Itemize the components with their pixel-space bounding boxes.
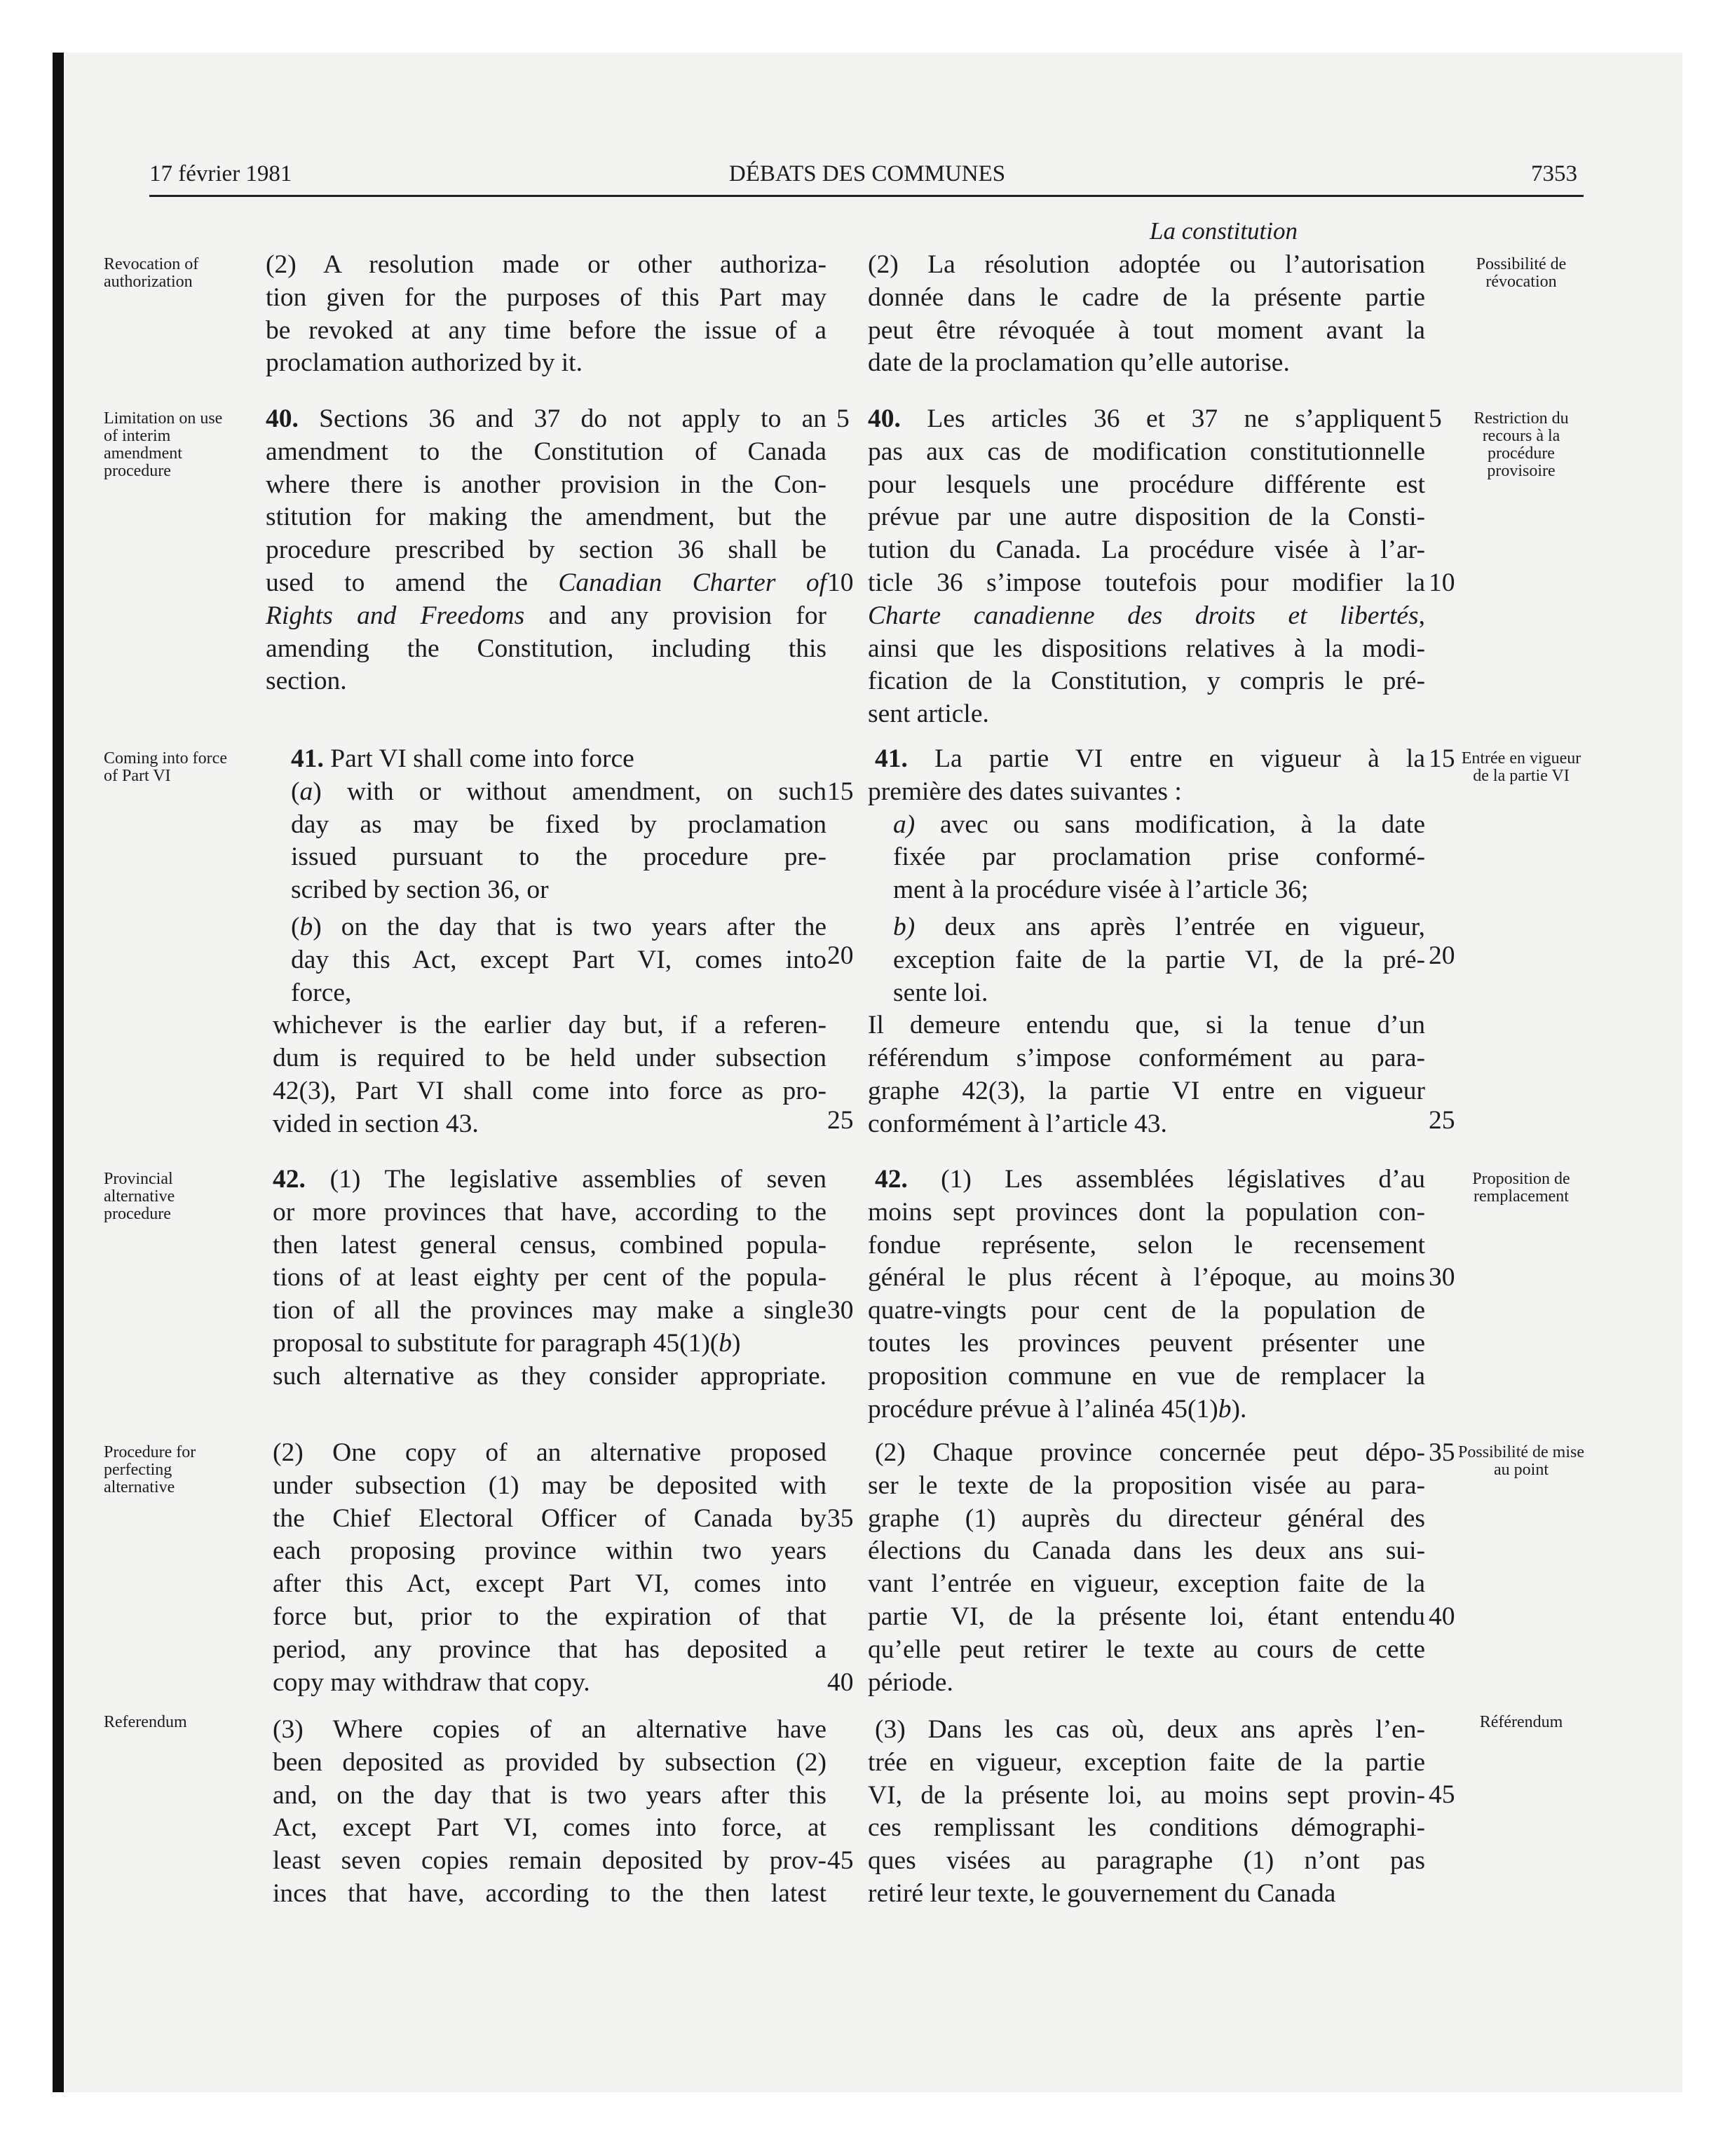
- text-line: the Chief Electoral Officer of Canada by: [273, 1503, 826, 1533]
- line-number: 10: [827, 568, 854, 597]
- line-number: 35: [1429, 1438, 1455, 1467]
- italic-title: Rights and Freedoms: [266, 601, 525, 630]
- text-line: quatre-vingts pour cent de la population de: [868, 1296, 1425, 1325]
- text-line: tion given for the purposes of this Part may: [266, 282, 826, 312]
- text-line: sente loi.: [893, 978, 988, 1007]
- text-span: and any provision for: [524, 601, 826, 630]
- text-line: (a) with or without amendment, on such: [291, 777, 826, 806]
- section-number: 40.: [868, 404, 901, 433]
- margin-note-left: Limitation on use of interim amendment procedure: [104, 409, 223, 480]
- french-section-42-3: [868, 1714, 1425, 1911]
- margin-note-right: Proposition de remplacement: [1472, 1170, 1570, 1206]
- text-line: proposition commune en vue de remplacer la: [868, 1361, 1425, 1391]
- section-number: 41.: [291, 744, 324, 773]
- french-subsection-39-2: [868, 249, 1425, 380]
- text-line: peut être révoquée à tout moment avant la: [868, 315, 1425, 345]
- text-line: tion of all the provinces may make a single: [273, 1296, 826, 1325]
- item-label: b): [893, 912, 916, 941]
- text-line: trée en vigueur, exception faite de la partie: [868, 1747, 1425, 1777]
- english-section-42-1: [266, 1164, 826, 1393]
- text-line: [868, 911, 1425, 944]
- text-line: copy may withdraw that copy.: [273, 1667, 590, 1697]
- page-title: DÉBATS DES COMMUNES: [728, 161, 1006, 186]
- text-line: whichever is the earlier day but, if a referen-: [273, 1011, 826, 1040]
- text-line: issued pursuant to the procedure pre-: [291, 842, 826, 872]
- line-number: 15: [827, 777, 854, 806]
- text-span: ) with or without amendment, on such: [313, 777, 826, 806]
- text-line: day as may be fixed by proclamation: [291, 810, 826, 839]
- line-number: 25: [1429, 1106, 1455, 1135]
- text-span: Sections 36 and 37 do not apply to an: [298, 404, 826, 433]
- text-line: ser le texte de la proposition visée au para-: [868, 1471, 1425, 1500]
- margin-note-left: Provincial alternative procedure: [104, 1170, 175, 1223]
- text-line: period, any province that has deposited a: [273, 1635, 826, 1664]
- text-line: fondue représente, selon le recensement: [868, 1230, 1425, 1260]
- text-line: exception faite de la partie VI, de la pré-: [893, 945, 1425, 974]
- text-line: stitution for making the amendment, but the: [266, 503, 826, 532]
- text-line: (2) La résolution adoptée ou l’autorisation: [868, 250, 1425, 279]
- item-label: b: [1218, 1394, 1232, 1424]
- text-line: then latest general census, combined popula-: [273, 1230, 826, 1260]
- english-subsection-39-2: [266, 249, 826, 380]
- text-line: least seven copies remain deposited by prov-: [273, 1846, 826, 1876]
- section-number: 40.: [266, 404, 299, 433]
- text-span: procédure prévue à l’alinéa 45(1): [868, 1394, 1218, 1424]
- section-number: 42.: [273, 1165, 306, 1194]
- text-line: ainsi que les dispositions relatives à la modi-: [868, 634, 1425, 663]
- text-line: tution du Canada. La procédure visée à l’ar-: [868, 535, 1425, 565]
- text-line: after this Act, except Part VI, comes into: [273, 1569, 826, 1599]
- text-line: élections du Canada dans les deux ans sui-: [868, 1536, 1425, 1566]
- margin-note-right: Restriction du recours à la procédure provisoire: [1474, 409, 1569, 480]
- line-number: 5: [836, 404, 850, 433]
- text-span: ).: [1231, 1394, 1247, 1424]
- text-line: [266, 743, 826, 776]
- text-line: such alternative as they consider appropriate.: [273, 1361, 826, 1391]
- english-section-41: [266, 743, 826, 1141]
- text-line: pour lesquels une procédure différente est: [868, 470, 1425, 499]
- text-line: conformément à l’article 43.: [868, 1109, 1167, 1138]
- text-line: inces that have, according to the then latest: [273, 1878, 826, 1908]
- text-line: ment à la procédure visée à l’article 36;: [893, 875, 1309, 905]
- text-line: [266, 403, 826, 436]
- text-line: [868, 743, 1425, 776]
- margin-note-right: Référendum: [1479, 1713, 1563, 1731]
- text-line: graphe (1) auprès du directeur général des: [868, 1503, 1425, 1533]
- text-line: donnée dans le cadre de la présente partie: [868, 282, 1425, 312]
- margin-note-right: Possibilité de mise au point: [1458, 1443, 1584, 1479]
- text-line: (2) One copy of an alternative proposed: [273, 1438, 826, 1467]
- text-line: VI, de la présente loi, au moins sept provin-: [868, 1780, 1425, 1810]
- line-number: 30: [827, 1296, 854, 1325]
- item-label: a: [299, 777, 313, 806]
- line-number: 10: [1429, 568, 1455, 597]
- text-line: moins sept provinces dont la population con-: [868, 1197, 1425, 1227]
- text-line: ques visées au paragraphe (1) n’ont pas: [868, 1846, 1425, 1876]
- line-number: 25: [827, 1106, 854, 1135]
- margin-note-right: Possibilité de révocation: [1476, 255, 1567, 291]
- item-label: a): [893, 810, 916, 839]
- line-number: 30: [1429, 1263, 1455, 1292]
- text-line: [868, 403, 1425, 436]
- item-label: b: [719, 1328, 733, 1358]
- text-span: Les articles 36 et 37 ne s’appliquent: [900, 404, 1425, 433]
- margin-note-left: Coming into force of Part VI: [104, 749, 227, 785]
- english-section-42-3: [266, 1714, 826, 1911]
- text-line: retiré leur texte, le gouvernement du Canada: [868, 1878, 1336, 1908]
- text-line: [868, 1164, 1425, 1196]
- section-number: 42.: [875, 1165, 908, 1194]
- text-line: vant l’entrée en vigueur, exception faite de la: [868, 1569, 1425, 1599]
- text-line: amending the Constitution, including this: [266, 634, 826, 663]
- header-rule: [149, 195, 1584, 197]
- text-line: scribed by section 36, or: [291, 875, 549, 905]
- line-number: 35: [827, 1504, 854, 1533]
- text-span: ): [732, 1328, 741, 1358]
- text-line: général le plus récent à l’époque, au moins: [868, 1263, 1425, 1292]
- line-number: 40: [827, 1668, 854, 1697]
- text-line: where there is another provision in the Con-: [266, 470, 826, 499]
- text-line: be revoked at any time before the issue of a: [266, 315, 826, 345]
- margin-note-right: Entrée en vigueur de la partie VI: [1461, 749, 1581, 785]
- text-line: date de la proclamation qu’elle autorise.: [868, 348, 1290, 378]
- text-span: (1) Les assemblées législatives d’au: [907, 1165, 1425, 1194]
- text-line: [868, 600, 1425, 633]
- text-line: (3) Where copies of an alternative have: [273, 1715, 826, 1744]
- margin-note-left: Procedure for perfecting alternative: [104, 1443, 196, 1496]
- text-span: Part VI shall come into force: [323, 744, 634, 773]
- text-line: ces remplissant les conditions démographi-: [868, 1813, 1425, 1843]
- text-line: [266, 1164, 826, 1196]
- line-number: 40: [1429, 1602, 1455, 1631]
- text-line: under subsection (1) may be deposited with: [273, 1471, 826, 1500]
- text-line: day this Act, except Part VI, comes into: [291, 945, 826, 974]
- page-date: 17 février 1981: [149, 161, 292, 186]
- text-line: toutes les provinces peuvent présenter une: [868, 1328, 1425, 1358]
- margin-note-left: Revocation of authorization: [104, 255, 199, 291]
- text-line: qu’elle peut retirer le texte au cours de cette: [868, 1635, 1425, 1664]
- english-section-42-2: [266, 1437, 826, 1699]
- text-line: 42(3), Part VI shall come into force as pro-: [273, 1076, 826, 1105]
- text-span: used to amend the: [266, 568, 559, 597]
- item-label: b: [299, 912, 313, 941]
- subhead: La constitution: [1150, 217, 1298, 245]
- text-line: prévue par une autre disposition de la Consti-: [868, 503, 1425, 532]
- text-span: La partie VI entre en vigueur à la: [907, 744, 1425, 773]
- text-line: première des dates suivantes :: [868, 777, 1182, 806]
- text-line: (3) Dans les cas où, deux ans après l’en-: [875, 1715, 1425, 1744]
- text-span: ,: [1418, 601, 1425, 630]
- text-line: graphe 42(3), la partie VI entre en vigueur: [868, 1076, 1425, 1105]
- text-line: [266, 567, 826, 600]
- line-number: 45: [1429, 1780, 1455, 1809]
- text-line: [868, 809, 1425, 842]
- text-line: Act, except Part VI, comes into force, at: [273, 1813, 826, 1843]
- text-line: référendum s’impose conformément au para-: [868, 1044, 1425, 1073]
- text-line: [266, 600, 826, 633]
- text-line: tions of at least eighty per cent of the popula-: [273, 1263, 826, 1292]
- text-line: been deposited as provided by subsection (2): [273, 1747, 826, 1777]
- text-span: (1) The legislative assemblies of seven: [305, 1165, 826, 1194]
- text-line: sent article.: [868, 700, 989, 729]
- italic-title: Canadian Charter of: [558, 568, 826, 597]
- text-line: force,: [291, 978, 352, 1007]
- text-line: [266, 1328, 826, 1360]
- text-line: amendment to the Constitution of Canada: [266, 437, 826, 466]
- text-line: force but, prior to the expiration of that: [273, 1602, 826, 1631]
- section-number: 41.: [875, 744, 908, 773]
- line-number: 15: [1429, 744, 1455, 773]
- text-span: deux ans après l’entrée en vigueur,: [915, 912, 1425, 941]
- text-line: vided in section 43.: [273, 1109, 479, 1138]
- text-span: ) on the day that is two years after the: [313, 912, 826, 941]
- french-section-41: [868, 743, 1425, 1141]
- line-number: 20: [1429, 941, 1455, 970]
- text-line: Il demeure entendu que, si la tenue d’un: [868, 1011, 1425, 1040]
- text-line: fication de la Constitution, y compris le pré-: [868, 667, 1425, 696]
- text-line: fixée par proclamation prise conformé-: [893, 842, 1425, 872]
- french-section-42-2: [868, 1437, 1425, 1699]
- text-line: each proposing province within two years: [273, 1536, 826, 1566]
- text-line: proclamation authorized by it.: [266, 348, 583, 378]
- text-line: [868, 1393, 1425, 1426]
- text-line: période.: [868, 1667, 953, 1697]
- english-section-40: [266, 403, 826, 698]
- page-number: 7353: [1531, 161, 1577, 186]
- text-line: or more provinces that have, according to the: [273, 1197, 826, 1227]
- french-section-42-1: [868, 1164, 1425, 1426]
- text-line: procedure prescribed by section 36 shall be: [266, 535, 826, 565]
- text-line: dum is required to be held under subsection: [273, 1044, 826, 1073]
- text-span: avec ou sans modification, à la date: [915, 810, 1425, 839]
- text-line: (b) on the day that is two years after the: [291, 912, 826, 941]
- text-line: and, on the day that is two years after this: [273, 1780, 826, 1810]
- text-span: proposal to substitute for paragraph 45(1)(: [273, 1328, 719, 1358]
- scan-edge-shadow: [53, 53, 64, 2092]
- text-line: pas aux cas de modification constitutionnelle: [868, 437, 1425, 466]
- text-line: ticle 36 s’impose toutefois pour modifier la: [868, 568, 1425, 597]
- line-number: 20: [827, 941, 854, 970]
- italic-title: Charte canadienne des droits et libertés: [868, 601, 1419, 630]
- text-line: (2) A resolution made or other authoriza-: [266, 250, 826, 279]
- text-line: (2) Chaque province concernée peut dépo-: [875, 1438, 1425, 1467]
- line-number: 45: [827, 1846, 854, 1875]
- text-line: section.: [266, 667, 347, 696]
- margin-note-left: Referendum: [104, 1713, 187, 1731]
- text-line: partie VI, de la présente loi, étant entendu: [868, 1602, 1425, 1631]
- line-number: 5: [1429, 404, 1442, 433]
- french-section-40: [868, 403, 1425, 731]
